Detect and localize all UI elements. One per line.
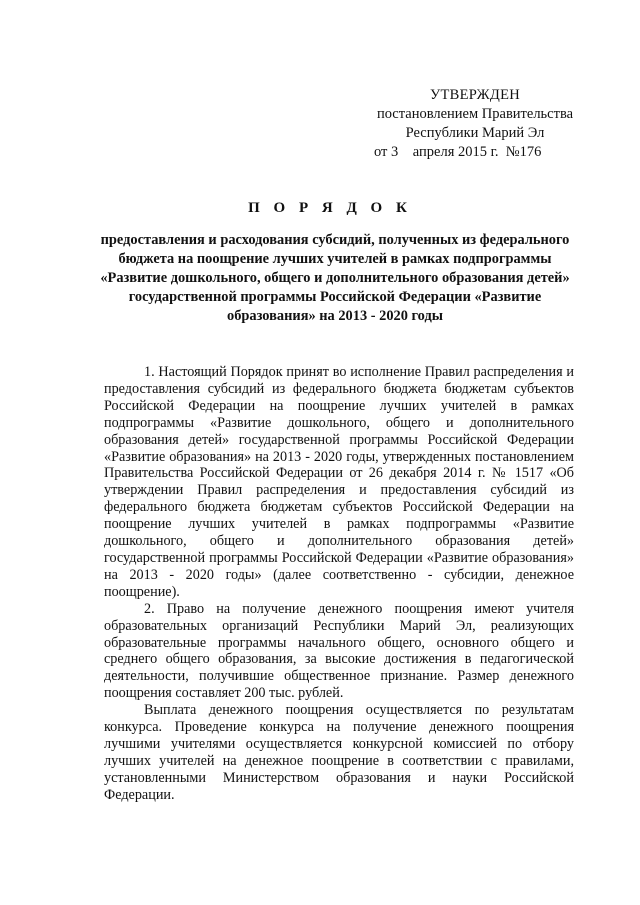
approval-line-1: постановлением Правительства (376, 106, 574, 122)
paragraph-1: 1. Настоящий Порядок принят во исполнение Правил распределения и предоставления субсидий из федерального бюджета бюджетам субъектов Российской Федерации на поощрение лучших учителей в рамках подпрограммы «Развитие дошкольного, общего и дополнительного образования детей» государственной программы Российской Федерации «Развитие образования» на 2013 - 2020 годы, утвержденных постановлением Правительства Российской Федерации от 26 декабря 2014 г. № 1517 «Об утверждении Правил распределения и предоставления субсидий из федерального бюджета бюджетам субъектов Российской Федерации на поощрение лучших учителей в рамках подпрограммы «Развитие дошкольного, общего и дополнительного образования детей» государственной программы Российской Федерации «Развитие образования» на 2013 - 2020 годы» (далее соответственно - субсидии, денежное поощрение). (104, 364, 574, 600)
paragraph-3: Выплата денежного поощрения осуществляется по результатам конкурса. Проведение конкурса на получение денежного поощрения лучшими учителями осуществляется конкурсной комиссией по отбору лучших учителей на денежное поощрение в соответствии с правилами, установленными Министерством образования и науки Российской Федерации. (104, 702, 574, 803)
approval-date-line: от 3 апреля 2015 г. №176 (374, 144, 542, 160)
document-subtitle: предоставления и расходования субсидий, полученных из федерального бюджета на поощрение лучших учителей в рамках подпрограммы «Развитие дошкольного, общего и дополнительного образования детей» государственной программы Российской Федерации «Развитие образования» на 2013 - 2020 годы (100, 232, 570, 324)
document-body (104, 364, 574, 804)
paragraph-2: 2. Право на получение денежного поощрения имеют учителя образовательных организаций Республики Марий Эл, реализующих образовательные программы начального общего, основного общего и среднего общего образования, за высокие достижения в педагогической деятельности, получившие общественное признание. Размер денежного поощрения составляет 200 тыс. рублей. (104, 600, 574, 702)
document-title: П О Р Я Д О К (248, 200, 412, 216)
approval-stamp (360, 86, 590, 162)
approval-heading: УТВЕРЖДЕН (429, 87, 521, 103)
approval-line-2: Республики Марий Эл (405, 125, 545, 141)
